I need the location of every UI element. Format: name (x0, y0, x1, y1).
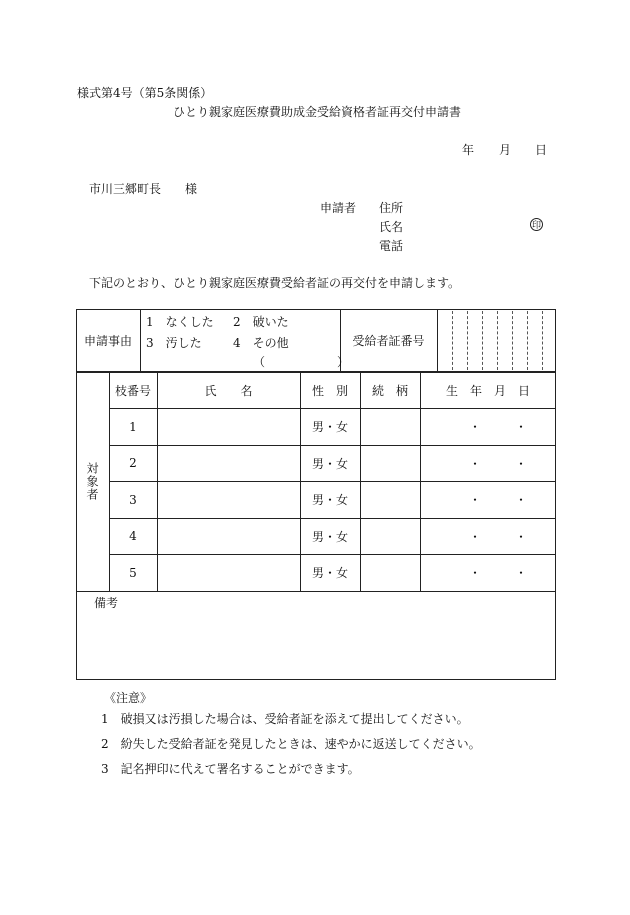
row-5-birth-dot-1: ・ (468, 566, 481, 580)
row-1-relation-field[interactable] (360, 408, 420, 445)
row-1-sex[interactable]: 男・女 (311, 420, 348, 434)
applicant-label: 申請者 (320, 201, 357, 215)
reason-option-4[interactable]: 4 その他 (233, 336, 289, 350)
row-1-birth-dot-2: ・ (514, 420, 527, 434)
row-4-sex[interactable]: 男・女 (311, 529, 348, 544)
cert-number-label: 受給者証番号 (352, 334, 425, 348)
date-year-label: 年 (462, 143, 475, 157)
row-2-birth-dot-1: ・ (468, 456, 481, 471)
remarks-field[interactable] (77, 610, 555, 679)
phone-label: 電話 (379, 239, 404, 253)
row-4-birth-dot-2: ・ (514, 529, 527, 544)
row-4-relation-field[interactable] (360, 518, 420, 554)
reason-option-2[interactable]: 2 破いた (233, 315, 289, 329)
row-3-relation-field[interactable] (360, 481, 420, 518)
header-birthdate: 生 年 月 日 (445, 383, 530, 398)
addressee: 市川三郷町長 様 (89, 182, 198, 196)
row-5-name-field[interactable] (157, 554, 300, 591)
row-5-birth-dot-2: ・ (514, 566, 527, 580)
reason-label: 申請事由 (83, 334, 132, 348)
form-number: 様式第4号（第5条関係） (77, 86, 213, 100)
reason-other-field[interactable]: （ ） (253, 355, 350, 369)
header-name: 氏 名 (204, 383, 253, 398)
row-2-sex[interactable]: 男・女 (311, 456, 348, 471)
date-day-label: 日 (535, 143, 548, 157)
row-4-no: 4 (129, 529, 137, 543)
intro-text: 下記のとおり、ひとり親家庭医療費受給者証の再交付を申請します。 (89, 276, 461, 290)
row-2-no: 2 (129, 456, 137, 470)
remarks-label: 備考 (94, 596, 119, 610)
note-item-3: 3 記名押印に代えて署名することができます。 (101, 762, 360, 776)
cert-number-input[interactable] (438, 310, 555, 371)
row-3-sex[interactable]: 男・女 (311, 493, 348, 507)
row-2-name-field[interactable] (157, 445, 300, 481)
form-title: ひとり親家庭医療費助成金受給資格者証再交付申請書 (173, 105, 462, 119)
row-2-relation-field[interactable] (360, 445, 420, 481)
row-3-name-field[interactable] (157, 481, 300, 518)
reason-option-1[interactable]: 1 なくした (146, 315, 214, 329)
header-relation: 続 柄 (371, 383, 408, 398)
header-branch-no: 枝番号 (114, 383, 151, 398)
row-1-no: 1 (129, 419, 137, 434)
note-item-1: 1 破損又は汚損した場合は、受給者証を添えて提出してください。 (101, 712, 469, 726)
row-3-birth-dot-2: ・ (514, 493, 527, 507)
row-2-birth-dot-2: ・ (514, 456, 527, 471)
target-section-label: 対象者 (85, 462, 99, 501)
row-1-name-field[interactable] (157, 408, 300, 445)
row-1-birth-dot-1: ・ (468, 420, 481, 434)
row-5-relation-field[interactable] (360, 554, 420, 591)
row-5-no: 5 (129, 565, 137, 580)
date-month-label: 月 (499, 143, 512, 157)
header-sex: 性 別 (311, 383, 348, 398)
seal-icon: 印 (530, 218, 543, 231)
row-3-birth-dot-1: ・ (468, 493, 481, 507)
name-label: 氏名 (379, 220, 404, 234)
row-3-no: 3 (129, 492, 137, 507)
address-label: 住所 (379, 201, 404, 215)
row-4-birth-dot-1: ・ (468, 529, 481, 544)
note-item-2: 2 紛失した受給者証を発見したときは、速やかに返送してください。 (101, 737, 481, 751)
row-4-name-field[interactable] (157, 518, 300, 554)
reason-option-3[interactable]: 3 汚した (146, 336, 202, 350)
notes-title: 《注意》 (104, 691, 153, 705)
row-5-sex[interactable]: 男・女 (311, 566, 348, 580)
